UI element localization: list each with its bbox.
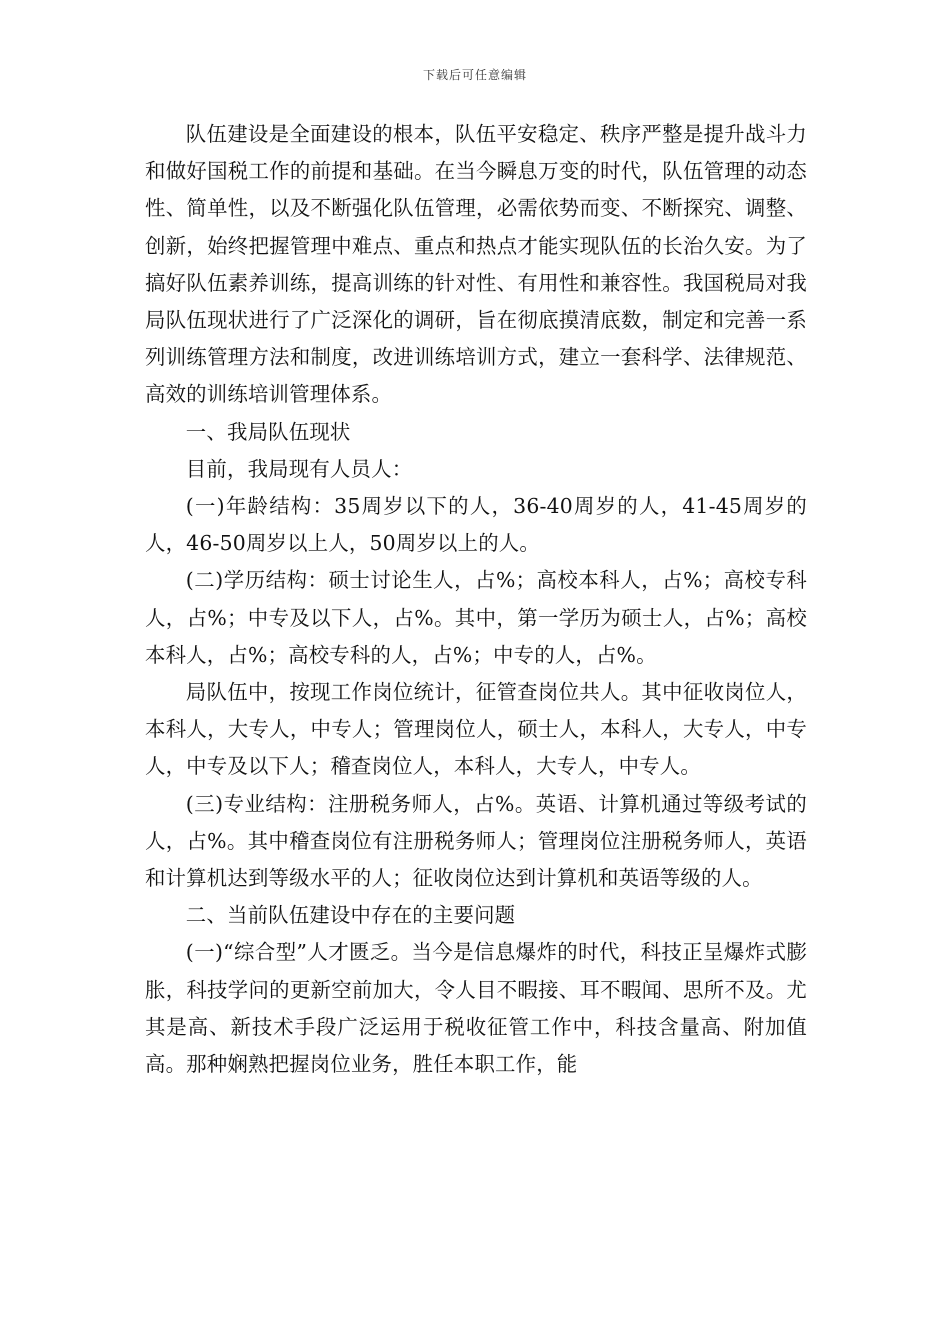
page-header: 下载后可任意编辑 xyxy=(422,68,527,82)
paragraph-post-statistics: 局队伍中，按现工作岗位统计，征管查岗位共人。其中征收岗位人，本科人，大专人，中专人；管理岗位人，硕士人，本科人，大专人，中专人，中专及以下人；稽查岗位人，本科人，大专人，中专人。 xyxy=(145,680,807,779)
document-body xyxy=(145,116,807,1083)
paragraph-age-structure: (一)年龄结构：35周岁以下的人，36-40周岁的人，41-45周岁的人，46-50周岁以上人，50周岁以上的人。 xyxy=(145,494,807,556)
paragraph-education-structure: (二)学历结构：硕士讨论生人，占%；高校本科人，占%；高校专科人，占%；中专及以下人，占%。其中，第一学历为硕士人，占%；高校本科人，占%；高校专科的人，占%；中专的人，占%。 xyxy=(145,568,807,667)
section-heading-2: 二、当前队伍建设中存在的主要问题 xyxy=(185,903,516,928)
section-heading-1: 一、我局队伍现状 xyxy=(185,419,351,444)
paragraph-professional-structure: (三)专业结构：注册税务师人，占%。英语、计算机通过等级考试的人，占%。其中稽查岗位有注册税务师人；管理岗位注册税务师人，英语和计算机达到等级水平的人；征收岗位达到计算机和英语等级的人。 xyxy=(145,791,807,891)
paragraph-staff-count: 目前，我局现有人员人： xyxy=(185,456,413,481)
paragraph-talent-shortage: (一)“综合型”人才匮乏。当今是信息爆炸的时代，科技正呈爆炸式膨胀，科技学问的更新空前加大，令人目不暇接、耳不暇闻、思所不及。尤其是高、新技术手段广泛运用于税收征管工作中，科技含量高、附加值高。那种娴熟把握岗位业务，胜任本职工作，能 xyxy=(145,940,807,1077)
paragraph-intro: 队伍建设是全面建设的根本，队伍平安稳定、秩序严整是提升战斗力和做好国税工作的前提和基础。在当今瞬息万变的时代，队伍管理的动态性、简单性，以及不断强化队伍管理，必需依势而变、不断探究、调整、创新，始终把握管理中难点、重点和热点才能实现队伍的长治久安。为了搞好队伍素养训练，提高训练的针对性、有用性和兼容性。我国税局对我局队伍现状进行了广泛深化的调研，旨在彻底摸清底数，制定和完善一系列训练管理方法和制度，改进训练培训方式，建立一套科学、法律规范、高效的训练培训管理体系。 xyxy=(145,122,807,407)
